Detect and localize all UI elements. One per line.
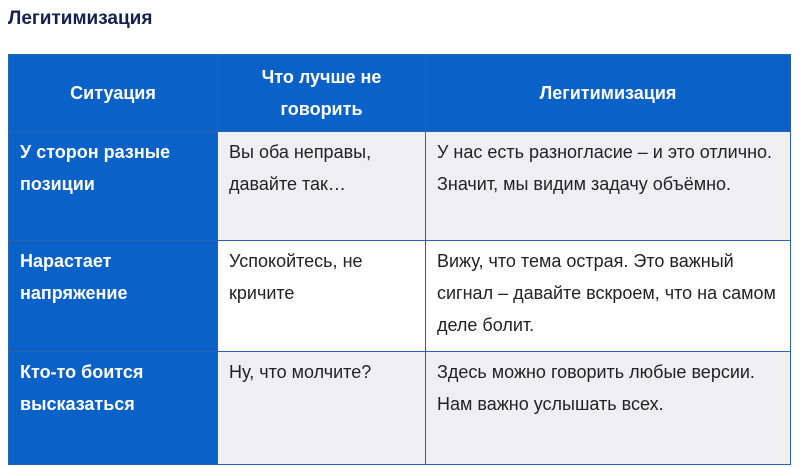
header-legitimization: Легитимизация — [426, 55, 791, 132]
avoid-cell: Успокойтесь, не кричите — [218, 241, 426, 352]
avoid-cell: Вы оба неправы, давайте так… — [218, 132, 426, 241]
table-row — [9, 352, 791, 465]
page-title: Легитимизация — [8, 8, 153, 29]
avoid-cell: Ну, что молчите? — [218, 352, 426, 465]
table-row — [9, 241, 791, 352]
table-row — [9, 132, 791, 241]
legitimization-cell: Вижу, что тема острая. Это важный сигнал – давайте вскроем, что на самом деле болит. — [426, 241, 791, 352]
table-header-row — [9, 55, 791, 132]
header-avoid: Что лучше не говорить — [218, 55, 426, 132]
situation-cell: У сторон разные позиции — [9, 132, 218, 241]
situation-cell: Кто-то боится высказаться — [9, 352, 218, 465]
situation-cell: Нарастает напряжение — [9, 241, 218, 352]
legitimization-cell: Здесь можно говорить любые версии. Нам важно услышать всех. — [426, 352, 791, 465]
legitimization-cell: У нас есть разногласие – и это отлично. Значит, мы видим задачу объёмно. — [426, 132, 791, 241]
legitimization-table — [8, 54, 791, 465]
header-situation: Ситуация — [9, 55, 218, 132]
